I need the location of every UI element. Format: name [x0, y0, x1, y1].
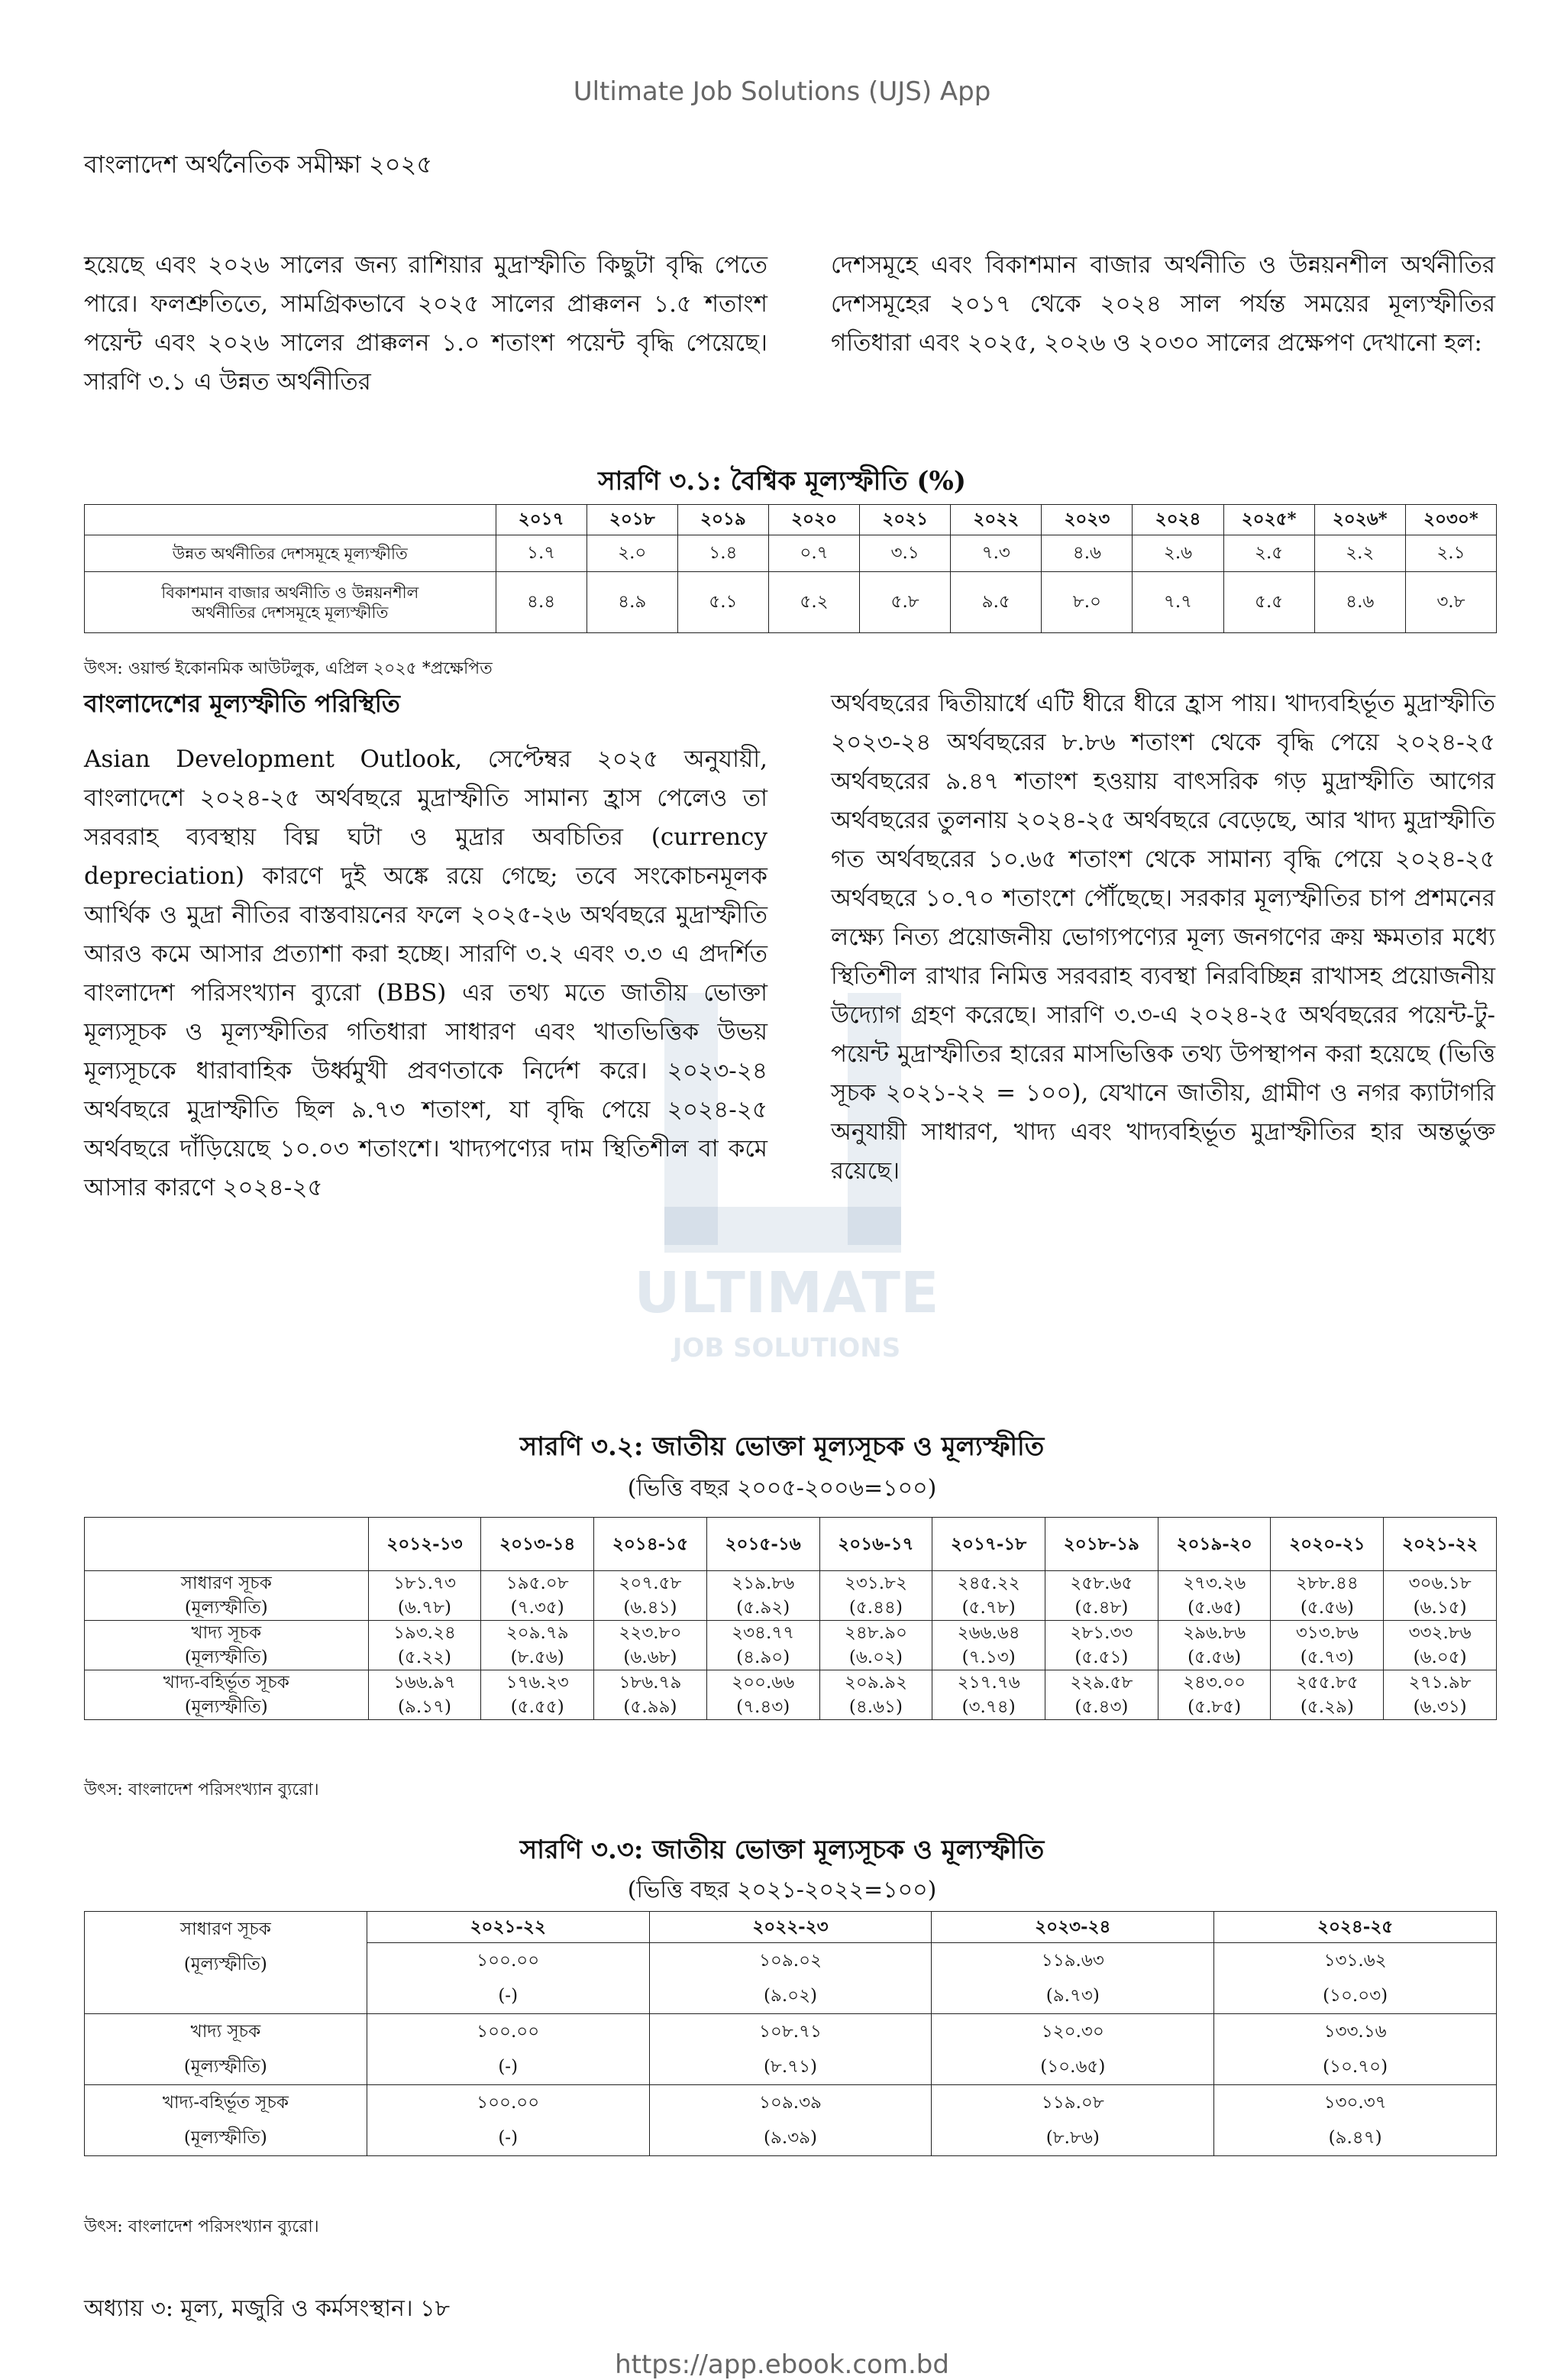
table2-label-main: খাদ্য-বহির্ভূত সূচক	[163, 1673, 289, 1693]
table3-label-main: সাধারণ সূচক	[179, 1919, 271, 1939]
cell-inflation: (৫.৫৬)	[1188, 1648, 1242, 1667]
cell-inflation: (৫.৮৫)	[1188, 1697, 1242, 1717]
cell-inflation: (৫.৬৫)	[1188, 1598, 1242, 1618]
table1-year: ২০২১	[860, 505, 951, 535]
cell-index: ২৫৫.৮৫	[1295, 1673, 1359, 1693]
table2-header-row	[85, 1518, 1497, 1571]
table2-label-main: খাদ্য সূচক	[191, 1623, 262, 1643]
table1-year: ২০২০	[768, 505, 859, 535]
table2-cell	[368, 1621, 481, 1670]
table1-cell: ৪.৬	[1314, 572, 1405, 633]
intro-right-paragraph: দেশসমূহে এবং বিকাশমান বাজার অর্থনীতি ও উন্নয়নশীল অর্থনীতির দেশসমূহের ২০১৭ থেকে ২০২৪ সাল পর্যন্ত সময়ের মূল্যস্ফীতির গতিধারা এবং ২০২৫, ২০২৬ ও ২০৩০ সালের প্রক্ষেপণ দেখানো হল:	[831, 251, 1495, 357]
section-heading: বাংলাদেশের মূল্যস্ফীতি পরিস্থিতি	[84, 689, 400, 718]
table2-cell	[1158, 1621, 1271, 1670]
cell-inflation: (৮.৫৬)	[510, 1648, 564, 1667]
table3-cell	[367, 2014, 649, 2085]
table2-cell	[706, 1621, 819, 1670]
table2	[84, 1517, 1497, 1720]
table2-year: ২০১৩-১৪	[481, 1518, 594, 1571]
table1-year: ২০২৬*	[1314, 505, 1405, 535]
cell-index: ২০০.৬৬	[732, 1673, 795, 1693]
table3-year: ২০২১-২২	[367, 1912, 649, 1943]
table2-cell	[1158, 1670, 1271, 1720]
table3-cell	[367, 1943, 649, 2014]
table-row	[85, 1670, 1497, 1720]
cell-inflation: (১০.৭০)	[1323, 2057, 1388, 2077]
table3-header-label	[85, 1912, 367, 2014]
cell-index: ২৬৬.৬৪	[957, 1623, 1020, 1643]
section-right-column	[831, 684, 1495, 1191]
app-header: Ultimate Job Solutions (UJS) App	[573, 76, 991, 107]
cell-index: ১৭৬.২৩	[506, 1673, 569, 1693]
cell-inflation: (৬.১৫)	[1413, 1598, 1467, 1618]
cell-inflation: (৫.৭৩)	[1300, 1648, 1354, 1667]
cell-inflation: (৫.৫১)	[1074, 1648, 1129, 1667]
table1-cell: ৩.৮	[1405, 572, 1496, 633]
cell-index: ১০৮.৭১	[758, 2022, 822, 2042]
table2-cell	[1045, 1670, 1158, 1720]
table2-cell	[481, 1621, 594, 1670]
cell-index: ১০০.০০	[477, 2093, 540, 2113]
cell-index: ২৩৪.৭৭	[732, 1623, 795, 1643]
table-row	[85, 1621, 1497, 1670]
table1-cell: ৮.০	[1042, 572, 1133, 633]
table2-cell	[932, 1571, 1045, 1621]
table2-year: ২০১৮-১৯	[1045, 1518, 1158, 1571]
cell-inflation: (-)	[498, 1986, 519, 2006]
table1-year: ২০২৫*	[1223, 505, 1314, 535]
table1-header-row	[85, 505, 1497, 535]
cell-inflation: (৯.০২)	[763, 1986, 818, 2006]
running-title: বাংলাদেশ অর্থনৈতিক সমীক্ষা ২০২৫	[84, 150, 433, 179]
cell-index: ২৯৬.৮৬	[1183, 1623, 1246, 1643]
table1-cell: ১.৭	[496, 535, 586, 572]
table1-cell: ২.২	[1314, 535, 1405, 572]
cell-index: ১০০.০০	[477, 1951, 540, 1971]
table2-cell	[706, 1670, 819, 1720]
cell-inflation: (১০.৬৫)	[1040, 2057, 1106, 2077]
cell-inflation: (৯.৩৯)	[763, 2128, 818, 2148]
table3-label-sub: (মূল্যস্ফীতি)	[183, 1955, 267, 1974]
table3-cell	[932, 2085, 1214, 2156]
cell-inflation: (৫.৪৪)	[848, 1598, 903, 1618]
table3-cell	[1214, 2085, 1497, 2156]
table1-row-label	[85, 572, 496, 633]
table2-cell	[932, 1621, 1045, 1670]
table3-cell	[1214, 2014, 1497, 2085]
cell-index: ১৯৫.০৮	[506, 1573, 569, 1593]
table1-year: ২০৩০*	[1405, 505, 1496, 535]
cell-inflation: (৫.২২)	[397, 1648, 452, 1667]
table2-cell	[1384, 1621, 1497, 1670]
table3-label-sub: (মূল্যস্ফীতি)	[183, 2128, 267, 2148]
cell-inflation: (৫.৭৮)	[961, 1598, 1016, 1618]
table1-row-label-line: অর্থনীতির দেশসমূহে মূল্যস্ফীতি	[192, 603, 389, 622]
table1-caption: সারণি ৩.১: বৈশ্বিক মূল্যস্ফীতি (%)	[598, 466, 966, 496]
cell-index: ২৩১.৮২	[844, 1573, 907, 1593]
cell-inflation: (৫.২৯)	[1300, 1697, 1354, 1717]
cell-index: ২৮১.৩৩	[1070, 1623, 1133, 1643]
cell-inflation: (৫.৯৯)	[623, 1697, 677, 1717]
table3-cell	[649, 1943, 932, 2014]
table1-source: উৎস: ওয়ার্ল্ড ইকোনমিক আউটলুক, এপ্রিল ২০২৫ *প্রক্ষেপিত	[84, 659, 493, 678]
table1-corner	[85, 505, 496, 535]
watermark-text-ultimate: ULTIMATE	[634, 1260, 939, 1326]
cell-index: ১৩০.৩৭	[1323, 2093, 1387, 2113]
cell-inflation: (৭.৪৩)	[736, 1697, 790, 1717]
cell-index: ১৮১.৭৩	[393, 1573, 456, 1593]
table3	[84, 1911, 1497, 2156]
cell-inflation: (৪.৯০)	[736, 1648, 790, 1667]
cell-inflation: (৫.৪৮)	[1074, 1598, 1129, 1618]
table-row	[85, 1571, 1497, 1621]
intro-left-column	[84, 246, 767, 402]
table1-cell: ১.৪	[677, 535, 768, 572]
cell-index: ২৪৮.৯০	[844, 1623, 907, 1643]
watermark-text-solutions: JOB SOLUTIONS	[672, 1333, 901, 1363]
table3-label-main: খাদ্য-বহির্ভূত সূচক	[162, 2093, 289, 2113]
table3-label-sub: (মূল্যস্ফীতি)	[183, 2057, 267, 2077]
table1-year: ২০১৯	[677, 505, 768, 535]
table2-subtitle: (ভিত্তি বছর ২০০৫-২০০৬=১০০)	[627, 1475, 937, 1502]
table2-cell	[594, 1571, 707, 1621]
table1-cell: ৪.৯	[586, 572, 677, 633]
cell-inflation: (৫.৪৩)	[1074, 1697, 1129, 1717]
cell-index: ১৮৬.৭৯	[619, 1673, 682, 1693]
table2-cell	[1271, 1670, 1384, 1720]
table3-row-label	[85, 2014, 367, 2085]
intro-right-column	[831, 246, 1495, 363]
table1-cell: ২.১	[1405, 535, 1496, 572]
cell-index: ২০৭.৫৮	[619, 1573, 682, 1593]
table2-row-label	[85, 1670, 369, 1720]
table2-label-main: সাধারণ সূচক	[180, 1573, 272, 1593]
table2-cell	[481, 1670, 594, 1720]
cell-index: ১৬৬.৯৭	[393, 1673, 456, 1693]
table1-year: ২০২৪	[1133, 505, 1223, 535]
table1-year: ২০২৩	[1042, 505, 1133, 535]
table1-cell: ৫.১	[677, 572, 768, 633]
chapter-footer: অধ্যায় ৩: মূল্য, মজুরি ও কর্মসংস্থান। ১৮	[84, 2295, 451, 2322]
table-row	[85, 572, 1497, 633]
cell-inflation: (৩.৭৪)	[961, 1697, 1016, 1717]
table3-row-label	[85, 2085, 367, 2156]
table1-cell: ৩.১	[860, 535, 951, 572]
table3-label-main: খাদ্য সূচক	[190, 2022, 261, 2042]
cell-inflation: (৬.৪১)	[623, 1598, 677, 1618]
table3-cell	[649, 2085, 932, 2156]
table1-year: ২০২২	[951, 505, 1042, 535]
table2-caption: সারণি ৩.২: জাতীয় ভোক্তা মূল্যসূচক ও মূল্যস্ফীতি	[519, 1431, 1045, 1462]
cell-index: ২২৩.৮০	[619, 1623, 682, 1643]
cell-index: ২৭৩.২৬	[1183, 1573, 1246, 1593]
intro-left-paragraph: হয়েছে এবং ২০২৬ সালের জন্য রাশিয়ার মুদ্রাস্ফীতি কিছুটা বৃদ্ধি পেতে পারে। ফলশ্রুতিতে, সামগ্রিকভাবে ২০২৫ সালের প্রাক্কলন ১.৫ শতাংশ পয়েন্ট এবং ২০২৬ সালের প্রাক্কলন ১.০ শতাংশ পয়েন্ট বৃদ্ধি পেয়েছে। সারণি ৩.১ এ উন্নত অর্থনীতির	[84, 251, 767, 396]
table1-cell: ২.০	[586, 535, 677, 572]
table3-year: ২০২২-২৩	[649, 1912, 932, 1943]
table2-label-sub: (মূল্যস্ফীতি)	[184, 1598, 268, 1618]
table2-cell	[819, 1571, 932, 1621]
cell-index: ৩০৬.১৮	[1408, 1573, 1472, 1593]
cell-inflation: (-)	[498, 2057, 519, 2077]
table1	[84, 504, 1497, 633]
cell-inflation: (৮.৮৬)	[1045, 2128, 1100, 2148]
section-right-paragraph: অর্থবছরের দ্বিতীয়ার্ধে এটি ধীরে ধীরে হ্রাস পায়। খাদ্যবহির্ভূত মুদ্রাস্ফীতি ২০২৩-২৪ অর্থবছরের ৮.৮৬ শতাংশ থেকে বৃদ্ধি পেয়ে ২০২৪-২৫ অর্থবছরের ৯.৪৭ শতাংশ হওয়ায় বাৎসরিক গড় মুদ্রাস্ফীতি আগের অর্থবছরের তুলনায় ২০২৪-২৫ অর্থবছরে বেড়েছে, আর খাদ্য মুদ্রাস্ফীতি গত অর্থবছরের ১০.৬৫ শতাংশ থেকে সামান্য বৃদ্ধি পেয়ে ২০২৪-২৫ অর্থবছরে ১০.৭০ শতাংশে পৌঁছেছে। সরকার মূল্যস্ফীতির চাপ প্রশমনের লক্ষ্যে নিত্য প্রয়োজনীয় ভোগ্যপণ্যের মূল্য জনগণের ক্রয় ক্ষমতার মধ্যে স্থিতিশীল রাখার নিমিত্ত সরবরাহ ব্যবস্থা নিরবিচ্ছিন্ন রাখাসহ প্রয়োজনীয় উদ্যোগ গ্রহণ করেছে। সারণি ৩.৩-এ ২০২৪-২৫ অর্থবছরের পয়েন্ট-টু-পয়েন্ট মুদ্রাস্ফীতির হারের মাসভিত্তিক তথ্য উপস্থাপন করা হয়েছে (ভিত্তি সূচক ২০২১-২২ = ১০০), যেখানে জাতীয়, গ্রামীণ ও নগর ক্যাটাগরি অনুযায়ী সাধারণ, খাদ্য এবং খাদ্যবহির্ভূত মুদ্রাস্ফীতির হার অন্তর্ভুক্ত রয়েছে।	[831, 690, 1495, 1185]
table3-cell	[932, 2014, 1214, 2085]
table2-cell	[594, 1621, 707, 1670]
table2-cell	[1271, 1571, 1384, 1621]
cell-index: ২২৯.৫৮	[1070, 1673, 1133, 1693]
table1-cell: ৪.৬	[1042, 535, 1133, 572]
cell-inflation: (৬.৩১)	[1413, 1697, 1467, 1717]
table2-cell	[368, 1571, 481, 1621]
table1-cell: ২.৫	[1223, 535, 1314, 572]
cell-index: ৩৩২.৮৬	[1408, 1623, 1472, 1643]
table2-cell	[706, 1571, 819, 1621]
table1-cell: ৭.৭	[1133, 572, 1223, 633]
cell-inflation: (৫.৫৫)	[510, 1697, 564, 1717]
cell-inflation: (৬.০৫)	[1413, 1648, 1467, 1667]
table-row	[85, 2014, 1497, 2085]
cell-inflation: (৬.০২)	[848, 1648, 903, 1667]
table2-year: ২০২১-২২	[1384, 1518, 1497, 1571]
table1-cell: ৯.৫	[951, 572, 1042, 633]
cell-inflation: (৬.৬৮)	[623, 1648, 677, 1667]
table2-cell	[481, 1571, 594, 1621]
table1-year: ২০১৮	[586, 505, 677, 535]
cell-index: ১০০.০০	[477, 2022, 540, 2042]
cell-index: ২৫৮.৬৫	[1070, 1573, 1133, 1593]
cell-index: ১১৯.৬৩	[1041, 1951, 1104, 1971]
table3-cell	[932, 1943, 1214, 2014]
cell-index: ১৯৩.২৪	[393, 1623, 456, 1643]
cell-index: ২০৯.৭৯	[506, 1623, 569, 1643]
cell-inflation: (৮.৭১)	[763, 2057, 818, 2077]
table2-year: ২০১২-১৩	[368, 1518, 481, 1571]
table1-row-label-line: বিকাশমান বাজার অর্থনীতি ও উন্নয়নশীল	[161, 583, 419, 602]
table2-cell	[1045, 1621, 1158, 1670]
table2-cell	[932, 1670, 1045, 1720]
cell-inflation: (৪.৬১)	[848, 1697, 903, 1717]
cell-index: ২১৯.৮৬	[732, 1573, 795, 1593]
table1-cell: ৪.৪	[496, 572, 586, 633]
table3-source: উৎস: বাংলাদেশ পরিসংখ্যান ব্যুরো।	[84, 2217, 319, 2236]
table2-label-sub: (মূল্যস্ফীতি)	[184, 1697, 268, 1717]
cell-index: ১০৯.৩৯	[758, 2093, 822, 2113]
table3-cell	[1214, 1943, 1497, 2014]
cell-index: ২০৯.৯২	[844, 1673, 907, 1693]
table1-cell: ৫.৫	[1223, 572, 1314, 633]
table1-cell: ০.৭	[768, 535, 859, 572]
table-row	[85, 2085, 1497, 2156]
cell-index: ১১৯.০৮	[1041, 2093, 1104, 2113]
table1-row-label: উন্নত অর্থনীতির দেশসমূহে মূল্যস্ফীতি	[85, 535, 496, 572]
table2-row-label	[85, 1621, 369, 1670]
table2-year: ২০১৭-১৮	[932, 1518, 1045, 1571]
cell-index: ২১৭.৭৬	[957, 1673, 1020, 1693]
table3-cell	[367, 2085, 649, 2156]
table3-caption: সারণি ৩.৩: জাতীয় ভোক্তা মূল্যসূচক ও মূল্যস্ফীতি	[519, 1835, 1045, 1865]
table3-subtitle: (ভিত্তি বছর ২০২১-২০২২=১০০)	[627, 1877, 937, 1903]
cell-index: ১৩৩.১৬	[1323, 2022, 1387, 2042]
section-left-column	[84, 684, 767, 1208]
cell-index: ১৩১.৬২	[1323, 1951, 1387, 1971]
table3-cell	[649, 2014, 932, 2085]
table2-cell	[1158, 1571, 1271, 1621]
cell-inflation: (-)	[498, 2128, 519, 2148]
table1-cell: ৭.৩	[951, 535, 1042, 572]
table2-year: ২০১৫-১৬	[706, 1518, 819, 1571]
cell-index: ২৪৫.২২	[957, 1573, 1020, 1593]
cell-index: ২৭১.৯৮	[1408, 1673, 1472, 1693]
section-left-paragraph: Asian Development Outlook, সেপ্টেম্বর ২০২৫ অনুযায়ী, বাংলাদেশে ২০২৪-২৫ অর্থবছরে মুদ্রাস্ফীতি সামান্য হ্রাস পেলেও তা সরবরাহ ব্যবস্থায় বিঘ্ন ঘটা ও মুদ্রার অবচিতির (currency depreciation) কারণে দুই অঙ্কে রয়ে গেছে; তবে সংকোচনমূলক আর্থিক ও মুদ্রা নীতির বাস্তবায়নের ফলে ২০২৫-২৬ অর্থবছরে মুদ্রাস্ফীতি আরও কমে আসার প্রত্যাশা করা হচ্ছে। সারণি ৩.২ এবং ৩.৩ এ প্রদর্শিত বাংলাদেশ পরিসংখ্যান ব্যুরো (BBS) এর তথ্য মতে জাতীয় ভোক্তা মূল্যসূচক ও মূল্যস্ফীতির গতিধারা সাধারণ এবং খাতভিত্তিক উভয় মূল্যসূচকে ধারাবাহিক উর্ধ্বমুখী প্রবণতাকে নির্দেশ করে। ২০২৩-২৪ অর্থবছরে মুদ্রাস্ফীতি ছিল ৯.৭৩ শতাংশ, যা বৃদ্ধি পেয়ে ২০২৪-২৫ অর্থবছরে দাঁড়িয়েছে ১০.০৩ শতাংশে। খাদ্যপণ্যের দাম স্থিতিশীল বা কমে আসার কারণে ২০২৪-২৫	[84, 745, 767, 1201]
table2-year: ২০১৬-১৭	[819, 1518, 932, 1571]
cell-inflation: (৫.৫৬)	[1300, 1598, 1354, 1618]
table1-cell: ৫.২	[768, 572, 859, 633]
table1-cell: ৫.৮	[860, 572, 951, 633]
table1-cell: ২.৬	[1133, 535, 1223, 572]
table-row	[85, 535, 1497, 572]
table3-year: ২০২৪-২৫	[1214, 1912, 1497, 1943]
cell-index: ১২০.৩০	[1041, 2022, 1104, 2042]
cell-index: ২৪৩.০০	[1183, 1673, 1246, 1693]
table2-cell	[1384, 1571, 1497, 1621]
cell-inflation: (৯.৭৩)	[1045, 1986, 1100, 2006]
table2-year: ২০২০-২১	[1271, 1518, 1384, 1571]
table2-source: উৎস: বাংলাদেশ পরিসংখ্যান ব্যুরো।	[84, 1780, 319, 1800]
cell-inflation: (৫.৯২)	[736, 1598, 790, 1618]
table3-year: ২০২৩-২৪	[932, 1912, 1214, 1943]
table2-row-label	[85, 1571, 369, 1621]
footer-url-link[interactable]: https://app.ebook.com.bd	[615, 2349, 949, 2380]
cell-inflation: (৯.৪৭)	[1328, 2128, 1382, 2148]
cell-inflation: (৭.৩৫)	[510, 1598, 564, 1618]
table2-corner	[85, 1518, 369, 1571]
table2-cell	[1045, 1571, 1158, 1621]
table2-cell	[819, 1621, 932, 1670]
table2-cell	[819, 1670, 932, 1720]
cell-inflation: (১০.০৩)	[1323, 1986, 1388, 2006]
table3-header-row	[85, 1912, 1497, 1943]
table2-label-sub: (মূল্যস্ফীতি)	[184, 1648, 268, 1667]
table2-cell	[594, 1670, 707, 1720]
cell-inflation: (৯.১৭)	[397, 1697, 451, 1717]
table2-cell	[1384, 1670, 1497, 1720]
table2-year: ২০১৪-১৫	[594, 1518, 707, 1571]
table2-cell	[1271, 1621, 1384, 1670]
table2-year: ২০১৯-২০	[1158, 1518, 1271, 1571]
cell-index: ১০৯.০২	[758, 1951, 822, 1971]
cell-index: ২৮৮.৪৪	[1295, 1573, 1359, 1593]
cell-inflation: (৬.৭৮)	[397, 1598, 452, 1618]
table1-year: ২০১৭	[496, 505, 586, 535]
cell-index: ৩১৩.৮৬	[1295, 1623, 1359, 1643]
cell-inflation: (৭.১৩)	[961, 1648, 1016, 1667]
table2-cell	[368, 1670, 481, 1720]
